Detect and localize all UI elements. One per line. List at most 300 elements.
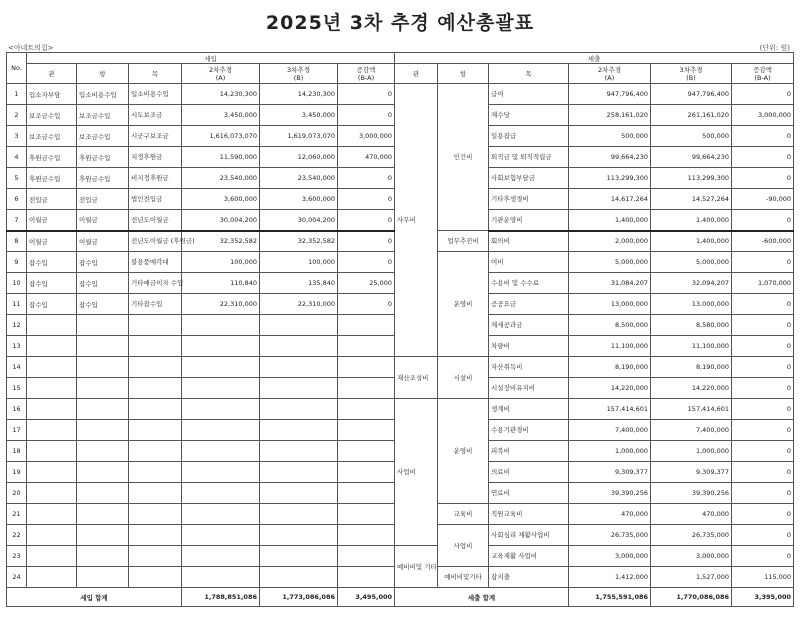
- expense-diff-amount: 0: [732, 525, 794, 546]
- income-prev-amount: [182, 378, 260, 399]
- expense-diff-amount: 0: [732, 315, 794, 336]
- expense-prev-amount: 1,400,000: [569, 210, 651, 231]
- income-diff-amount: [338, 567, 395, 588]
- income-prev-amount: [182, 315, 260, 336]
- expense-diff-amount: 0: [732, 504, 794, 525]
- income-hang: [77, 441, 129, 462]
- income-mok: [129, 357, 182, 378]
- totals-row: [7, 588, 794, 607]
- income-gwan: 이월금: [27, 210, 77, 231]
- expense-prev-amount: 3,000,000: [569, 546, 651, 567]
- expense-gwan: 재산조성비: [395, 357, 438, 399]
- expense-prev-amount: 113,299,300: [569, 168, 651, 189]
- organization-name: <아네트의집>: [8, 44, 54, 52]
- expense-curr-amount: 14,527,264: [651, 189, 732, 210]
- income-diff-amount: 0: [338, 84, 395, 105]
- income-curr-amount: [260, 567, 338, 588]
- expense-mok: 교육재활 사업비: [489, 546, 569, 567]
- income-total-label: 세입 합계: [7, 588, 182, 607]
- expense-header-diff-line1: 증감액: [753, 65, 772, 74]
- expense-prev-amount: 5,000,000: [569, 252, 651, 273]
- expense-hang: 인건비: [438, 84, 489, 231]
- expense-curr-amount: 26,735,000: [651, 525, 732, 546]
- income-gwan: 이월금: [27, 231, 77, 252]
- income-header-gwan: 관: [27, 64, 77, 84]
- income-gwan: [27, 315, 77, 336]
- income-curr-amount: 1,619,073,070: [260, 126, 338, 147]
- expense-header-diff-line2: (B-A): [754, 73, 771, 82]
- expense-mok: 피복비: [489, 441, 569, 462]
- expense-diff-amount: 3,000,000: [732, 105, 794, 126]
- income-prev-amount: 22,310,000: [182, 294, 260, 315]
- row-number: 12: [7, 315, 27, 336]
- income-curr-amount: 135,840: [260, 273, 338, 294]
- income-prev-amount: 32,352,582: [182, 231, 260, 252]
- income-hang: [77, 336, 129, 357]
- expense-curr-amount: 11,100,000: [651, 336, 732, 357]
- expense-prev-amount: 13,000,000: [569, 294, 651, 315]
- expense-diff-amount: 0: [732, 462, 794, 483]
- expense-header-curr: [651, 64, 732, 84]
- table-row: [7, 357, 794, 378]
- income-header-curr-line2: (B): [293, 73, 304, 82]
- row-number: 18: [7, 441, 27, 462]
- income-mok: [129, 504, 182, 525]
- row-number: 4: [7, 147, 27, 168]
- income-hang: [77, 546, 129, 567]
- income-mok: 비지정후원금: [129, 168, 182, 189]
- expense-curr-amount: 39,390,256: [651, 483, 732, 504]
- income-diff-amount: [338, 504, 395, 525]
- row-number: 6: [7, 189, 27, 210]
- header-income: 세입: [27, 53, 395, 64]
- income-hang: [77, 315, 129, 336]
- income-mok: [129, 315, 182, 336]
- expense-mok: 차량비: [489, 336, 569, 357]
- income-prev-amount: [182, 336, 260, 357]
- expense-mok: 회의비: [489, 231, 569, 252]
- expense-mok: 사회심리 재활사업비: [489, 525, 569, 546]
- income-gwan: 전입금: [27, 189, 77, 210]
- expense-curr-amount: 470,000: [651, 504, 732, 525]
- expense-mok: 기관운영비: [489, 210, 569, 231]
- expense-mok: 직원교육비: [489, 504, 569, 525]
- income-mok: 시군구보조금: [129, 126, 182, 147]
- income-prev-amount: [182, 525, 260, 546]
- income-prev-amount: 3,450,000: [182, 105, 260, 126]
- income-hang: 보조금수입: [77, 105, 129, 126]
- expense-diff-amount: 0: [732, 147, 794, 168]
- income-mok: 불용품매각대: [129, 252, 182, 273]
- income-mok: 입소비용수입: [129, 84, 182, 105]
- row-number: 10: [7, 273, 27, 294]
- income-curr-amount: [260, 399, 338, 420]
- expense-curr-amount: 261,161,020: [651, 105, 732, 126]
- income-hang: 잡수입: [77, 252, 129, 273]
- income-header-prev-line1: 2차추경: [209, 65, 232, 74]
- income-diff-amount: [338, 378, 395, 399]
- income-curr-amount: [260, 441, 338, 462]
- income-hang: 보조금수입: [77, 126, 129, 147]
- expense-mok: 연료비: [489, 483, 569, 504]
- row-number: 14: [7, 357, 27, 378]
- row-number: 7: [7, 210, 27, 231]
- income-mok: [129, 483, 182, 504]
- header-no: No.: [7, 53, 27, 84]
- income-mok: 법인전입금: [129, 189, 182, 210]
- income-gwan: [27, 462, 77, 483]
- expense-hang: 운영비: [438, 399, 489, 504]
- income-header-curr-line1: 3차추경: [287, 65, 310, 74]
- income-diff-amount: [338, 399, 395, 420]
- row-number: 1: [7, 84, 27, 105]
- expense-curr-amount: 14,220,000: [651, 378, 732, 399]
- expense-diff-amount: 0: [732, 168, 794, 189]
- income-diff-amount: 0: [338, 231, 395, 252]
- income-hang: [77, 567, 129, 588]
- income-gwan: [27, 546, 77, 567]
- expense-header-gwan: 관: [395, 64, 438, 84]
- income-mok: [129, 399, 182, 420]
- row-number: 2: [7, 105, 27, 126]
- income-curr-amount: 3,450,000: [260, 105, 338, 126]
- expense-prev-amount: 99,664,230: [569, 147, 651, 168]
- income-prev-amount: 100,000: [182, 252, 260, 273]
- income-prev-amount: 3,600,000: [182, 189, 260, 210]
- income-mok: [129, 420, 182, 441]
- expense-diff-amount: 0: [732, 126, 794, 147]
- table-row: [7, 84, 794, 105]
- income-prev-amount: 30,004,200: [182, 210, 260, 231]
- expense-curr-amount: 32,094,207: [651, 273, 732, 294]
- expense-total-prev: 1,755,591,086: [569, 588, 651, 607]
- expense-prev-amount: 1,412,000: [569, 567, 651, 588]
- income-curr-amount: 14,230,300: [260, 84, 338, 105]
- expense-diff-amount: 0: [732, 336, 794, 357]
- income-mok: [129, 525, 182, 546]
- header-expense: 세출: [395, 53, 794, 64]
- table-row: [7, 399, 794, 420]
- income-prev-amount: 23,540,000: [182, 168, 260, 189]
- expense-mok: 사회보험부담금: [489, 168, 569, 189]
- expense-prev-amount: 500,000: [569, 126, 651, 147]
- income-prev-amount: [182, 399, 260, 420]
- income-header-diff-line1: 증감액: [356, 65, 376, 74]
- expense-mok: 급여: [489, 84, 569, 105]
- income-curr-amount: [260, 315, 338, 336]
- expense-diff-amount: 115,000: [732, 567, 794, 588]
- income-mok: 시도보조금: [129, 105, 182, 126]
- expense-prev-amount: 11,100,000: [569, 336, 651, 357]
- expense-prev-amount: 157,414,601: [569, 399, 651, 420]
- expense-diff-amount: 0: [732, 210, 794, 231]
- expense-prev-amount: 9,309,377: [569, 462, 651, 483]
- expense-header-mok: 목: [489, 64, 569, 84]
- income-curr-amount: 100,000: [260, 252, 338, 273]
- income-gwan: [27, 399, 77, 420]
- income-gwan: 잡수입: [27, 273, 77, 294]
- income-prev-amount: [182, 462, 260, 483]
- income-gwan: [27, 378, 77, 399]
- income-hang: 잡수입: [77, 273, 129, 294]
- expense-curr-amount: 1,527,000: [651, 567, 732, 588]
- expense-hang: 업무추진비: [438, 231, 489, 252]
- expense-prev-amount: 8,190,000: [569, 357, 651, 378]
- row-number: 20: [7, 483, 27, 504]
- expense-diff-amount: 0: [732, 441, 794, 462]
- income-header-prev: [182, 64, 260, 84]
- income-diff-amount: 470,000: [338, 147, 395, 168]
- income-curr-amount: [260, 357, 338, 378]
- income-prev-amount: [182, 420, 260, 441]
- expense-curr-amount: 13,000,000: [651, 294, 732, 315]
- income-prev-amount: 110,840: [182, 273, 260, 294]
- income-curr-amount: [260, 546, 338, 567]
- income-curr-amount: 23,540,000: [260, 168, 338, 189]
- expense-diff-amount: 0: [732, 252, 794, 273]
- income-mok: 전년도이월금 (후원금): [129, 231, 182, 252]
- expense-curr-amount: 947,796,400: [651, 84, 732, 105]
- income-gwan: 보조금수입: [27, 105, 77, 126]
- income-hang: [77, 483, 129, 504]
- expense-prev-amount: 1,000,000: [569, 441, 651, 462]
- expense-header-prev-line2: (A): [604, 73, 615, 82]
- expense-gwan: 사무비: [395, 84, 438, 357]
- income-gwan: [27, 567, 77, 588]
- income-diff-amount: [338, 357, 395, 378]
- income-header-mok: 목: [129, 64, 182, 84]
- expense-prev-amount: 14,220,000: [569, 378, 651, 399]
- income-gwan: 후원금수입: [27, 168, 77, 189]
- income-curr-amount: 32,352,582: [260, 231, 338, 252]
- income-diff-amount: 0: [338, 189, 395, 210]
- row-number: 3: [7, 126, 27, 147]
- income-curr-amount: 12,060,000: [260, 147, 338, 168]
- income-gwan: 잡수입: [27, 252, 77, 273]
- income-curr-amount: [260, 525, 338, 546]
- expense-mok: 수용기관경비: [489, 420, 569, 441]
- expense-header-prev-line1: 2차추경: [598, 65, 622, 74]
- expense-mok: 제수당: [489, 105, 569, 126]
- page-title: 2025년 3차 추경 예산총괄표: [265, 12, 535, 34]
- income-mok: [129, 336, 182, 357]
- income-gwan: [27, 420, 77, 441]
- income-mok: 전년도이월금: [129, 210, 182, 231]
- expense-diff-amount: 0: [732, 546, 794, 567]
- income-total-prev: 1,788,851,086: [182, 588, 260, 607]
- income-gwan: 보조금수입: [27, 126, 77, 147]
- expense-diff-amount: -90,000: [732, 189, 794, 210]
- row-number: 16: [7, 399, 27, 420]
- income-gwan: [27, 441, 77, 462]
- expense-header-curr-line2: (B): [686, 73, 696, 82]
- expense-total-label: 세출 합계: [395, 588, 569, 607]
- income-curr-amount: [260, 378, 338, 399]
- income-diff-amount: [338, 483, 395, 504]
- expense-curr-amount: 157,414,601: [651, 399, 732, 420]
- income-prev-amount: [182, 546, 260, 567]
- income-curr-amount: [260, 336, 338, 357]
- row-number: 23: [7, 546, 27, 567]
- expense-curr-amount: 5,000,000: [651, 252, 732, 273]
- income-diff-amount: [338, 441, 395, 462]
- row-number: 9: [7, 252, 27, 273]
- income-curr-amount: [260, 420, 338, 441]
- income-hang: [77, 378, 129, 399]
- expense-diff-amount: 0: [732, 483, 794, 504]
- income-header-hang: 항: [77, 64, 129, 84]
- row-number: 11: [7, 294, 27, 315]
- expense-diff-amount: 0: [732, 357, 794, 378]
- expense-diff-amount: 0: [732, 84, 794, 105]
- expense-mok: 여비: [489, 252, 569, 273]
- income-hang: 이월금: [77, 210, 129, 231]
- income-total-curr: 1,773,086,086: [260, 588, 338, 607]
- header-row: [7, 53, 794, 64]
- expense-hang: 시설비: [438, 357, 489, 399]
- expense-mok: 잡지출: [489, 567, 569, 588]
- expense-mok: 기타후생경비: [489, 189, 569, 210]
- income-header-curr: [260, 64, 338, 84]
- expense-diff-amount: 0: [732, 420, 794, 441]
- row-number: 24: [7, 567, 27, 588]
- expense-curr-amount: 1,000,000: [651, 441, 732, 462]
- income-gwan: [27, 357, 77, 378]
- row-number: 13: [7, 336, 27, 357]
- income-hang: 입소비용수입: [77, 84, 129, 105]
- income-prev-amount: [182, 504, 260, 525]
- expense-header-diff: [732, 64, 794, 84]
- income-mok: 기타예금이자 수입: [129, 273, 182, 294]
- income-curr-amount: [260, 462, 338, 483]
- expense-diff-amount: 0: [732, 294, 794, 315]
- row-number: 21: [7, 504, 27, 525]
- expense-mok: 생계비: [489, 399, 569, 420]
- income-header-diff-line2: (B-A): [357, 73, 375, 82]
- expense-prev-amount: 2,000,000: [569, 231, 651, 252]
- income-gwan: [27, 483, 77, 504]
- expense-prev-amount: 7,400,000: [569, 420, 651, 441]
- expense-header-hang: 항: [438, 64, 489, 84]
- expense-mok: 퇴직금 및 퇴직적립금: [489, 147, 569, 168]
- income-diff-amount: 0: [338, 294, 395, 315]
- expense-curr-amount: 9,309,377: [651, 462, 732, 483]
- row-number: 8: [7, 231, 27, 252]
- expense-mok: 자산취득비: [489, 357, 569, 378]
- income-mok: [129, 441, 182, 462]
- income-diff-amount: 0: [338, 105, 395, 126]
- expense-header-prev: [569, 64, 651, 84]
- expense-mok: 일용잡급: [489, 126, 569, 147]
- row-number: 15: [7, 378, 27, 399]
- expense-curr-amount: 8,190,000: [651, 357, 732, 378]
- expense-diff-amount: -600,000: [732, 231, 794, 252]
- expense-mok: 시설장비유지비: [489, 378, 569, 399]
- expense-curr-amount: 113,299,300: [651, 168, 732, 189]
- expense-diff-amount: 1,070,000: [732, 273, 794, 294]
- expense-prev-amount: 470,000: [569, 504, 651, 525]
- expense-mok: 의료비: [489, 462, 569, 483]
- income-diff-amount: [338, 315, 395, 336]
- expense-prev-amount: 947,796,400: [569, 84, 651, 105]
- unit-label: (단위: 원): [759, 44, 790, 52]
- income-curr-amount: [260, 504, 338, 525]
- income-gwan: 후원금수입: [27, 147, 77, 168]
- expense-total-curr: 1,770,086,086: [651, 588, 732, 607]
- income-prev-amount: [182, 483, 260, 504]
- expense-prev-amount: 258,161,020: [569, 105, 651, 126]
- expense-prev-amount: 39,390,256: [569, 483, 651, 504]
- income-diff-amount: 3,000,000: [338, 126, 395, 147]
- income-curr-amount: 30,004,200: [260, 210, 338, 231]
- income-mok: [129, 567, 182, 588]
- income-hang: 잡수입: [77, 294, 129, 315]
- income-hang: [77, 420, 129, 441]
- income-total-diff: 3,495,000: [338, 588, 395, 607]
- income-prev-amount: 14,230,300: [182, 84, 260, 105]
- income-hang: 후원금수입: [77, 168, 129, 189]
- income-hang: [77, 525, 129, 546]
- income-diff-amount: [338, 546, 395, 567]
- income-diff-amount: [338, 420, 395, 441]
- income-prev-amount: 11,590,000: [182, 147, 260, 168]
- expense-mok: 공공요금: [489, 294, 569, 315]
- income-gwan: 입소자부담: [27, 84, 77, 105]
- income-mok: 지정후원금: [129, 147, 182, 168]
- expense-hang: 예비비및기타: [438, 567, 489, 588]
- income-curr-amount: [260, 483, 338, 504]
- expense-curr-amount: 1,400,000: [651, 231, 732, 252]
- expense-curr-amount: 1,400,000: [651, 210, 732, 231]
- income-curr-amount: 3,600,000: [260, 189, 338, 210]
- expense-prev-amount: 8,500,000: [569, 315, 651, 336]
- income-mok: 기타잡수입: [129, 294, 182, 315]
- expense-prev-amount: 31,084,207: [569, 273, 651, 294]
- income-hang: 전입금: [77, 189, 129, 210]
- expense-hang: 운영비: [438, 252, 489, 357]
- income-gwan: 잡수입: [27, 294, 77, 315]
- income-prev-amount: 1,616,073,070: [182, 126, 260, 147]
- row-number: 17: [7, 420, 27, 441]
- income-diff-amount: [338, 525, 395, 546]
- header-row: [7, 64, 794, 84]
- income-prev-amount: [182, 441, 260, 462]
- expense-header-curr-line1: 3차추경: [679, 65, 703, 74]
- expense-curr-amount: 3,000,000: [651, 546, 732, 567]
- expense-diff-amount: 0: [732, 378, 794, 399]
- income-prev-amount: [182, 357, 260, 378]
- income-curr-amount: 22,310,000: [260, 294, 338, 315]
- income-gwan: [27, 504, 77, 525]
- income-hang: [77, 357, 129, 378]
- row-number: 22: [7, 525, 27, 546]
- expense-gwan: 사업비: [395, 399, 438, 546]
- expense-mok: 제세공과금: [489, 315, 569, 336]
- expense-diff-amount: 0: [732, 399, 794, 420]
- expense-hang: 사업비: [438, 525, 489, 567]
- income-header-prev-line2: (A): [215, 73, 226, 82]
- expense-prev-amount: 14,617,264: [569, 189, 651, 210]
- income-mok: [129, 462, 182, 483]
- expense-curr-amount: 8,580,000: [651, 315, 732, 336]
- row-number: 19: [7, 462, 27, 483]
- income-hang: [77, 504, 129, 525]
- income-diff-amount: 0: [338, 210, 395, 231]
- expense-curr-amount: 500,000: [651, 126, 732, 147]
- row-number: 5: [7, 168, 27, 189]
- expense-curr-amount: 7,400,000: [651, 420, 732, 441]
- income-mok: [129, 546, 182, 567]
